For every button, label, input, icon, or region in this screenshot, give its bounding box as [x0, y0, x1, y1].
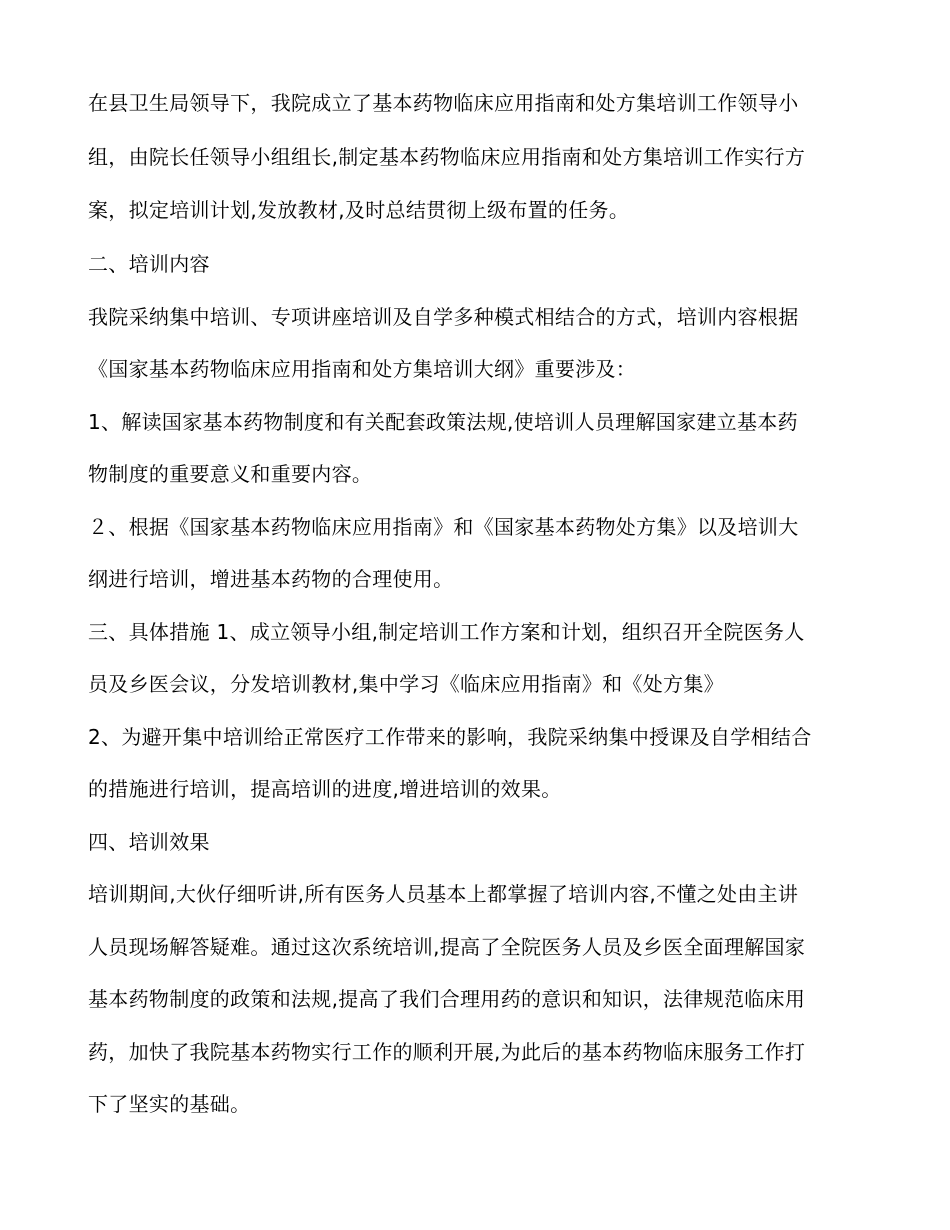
- text-line-18: 基本药物制度的政策和法规,提高了我们合理用药的意识和知识，法律规范临床用: [88, 987, 806, 1011]
- text-line-5: 我院采纳集中培训、专项讲座培训及自学多种模式相结合的方式，培训内容根据: [88, 305, 799, 329]
- text-line-10: 纲进行培训，增进基本药物的合理使用。: [88, 567, 454, 591]
- text-line-7: 1、解读国家基本药物制度和有关配套政策法规,使培训人员理解国家建立基本药: [88, 410, 798, 434]
- text-line-13: 2、为避开集中培训给正常医疗工作带来的影响，我院采纳集中授课及自学相结合: [88, 725, 812, 749]
- text-line-3: 案，拟定培训计划,发放教材,及时总结贯彻上级布置的任务。: [88, 198, 630, 222]
- text-line-1: 在县卫生局领导下，我院成立了基本药物临床应用指南和处方集培训工作领导小: [88, 91, 799, 115]
- text-line-8: 物制度的重要意义和重要内容。: [88, 462, 373, 486]
- text-line-14: 的措施进行培训，提高培训的进度,增进培训的效果。: [88, 777, 562, 801]
- section-heading-2: 二、培训内容: [88, 252, 210, 276]
- text-line-2: 组，由院长任领导小组组长,制定基本药物临床应用指南和处方集培训工作实行方: [88, 145, 806, 169]
- text-line-19: 药，加快了我院基本药物实行工作的顺利开展,为此后的基本药物临床服务工作打: [88, 1040, 806, 1064]
- text-line-20: 下了坚实的基础。: [88, 1092, 251, 1116]
- section-heading-4: 四、培训效果: [88, 830, 210, 854]
- text-line-16: 培训期间,大伙仔细听讲,所有医务人员基本上都掌握了培训内容,不懂之处由主讲: [88, 882, 799, 906]
- text-line-6: 《国家基本药物临床应用指南和处方集培训大纲》重要涉及：: [88, 357, 637, 381]
- text-line-12: 员及乡医会议，分发培训教材,集中学习《临床应用指南》和《处方集》: [88, 672, 724, 696]
- section-heading-3: 三、具体措施 1、成立领导小组,制定培训工作方案和计划，组织召开全院医务人: [88, 620, 805, 644]
- text-line-9: ２、根据《国家基本药物临床应用指南》和《国家基本药物处方集》以及培训大: [88, 515, 799, 539]
- text-line-17: 人员现场解答疑难。通过这次系统培训,提高了全院医务人员及乡医全面理解国家: [88, 935, 806, 959]
